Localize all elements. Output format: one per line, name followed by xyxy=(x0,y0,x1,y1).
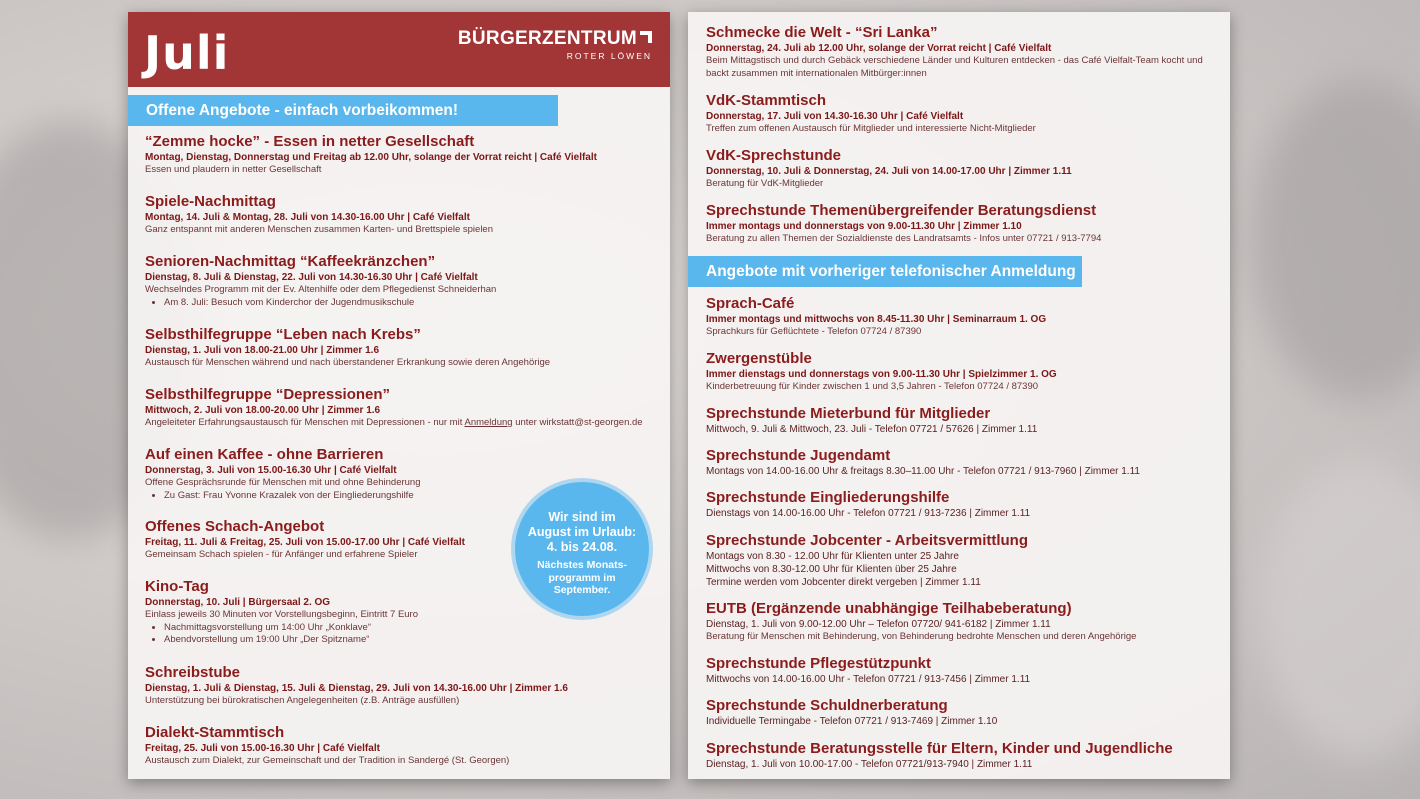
event-description: Angeleiteter Erfahrungsaustausch für Menschen mit Depressionen - nur mit Anmeldung unter wirkstatt@st-georgen.de xyxy=(145,417,643,428)
event-time: Dienstag, 1. Juli & Dienstag, 15. Juli & Dienstag, 29. Juli von 14.30-16.00 Uhr | Zimmer 1.6 xyxy=(145,683,568,694)
event-description: Beratung für VdK-Mitglieder xyxy=(706,178,824,189)
event-description: Beratung für Menschen mit Behinderung, von Behinderung bedrohte Menschen und deren Angehörige xyxy=(706,631,1137,642)
header-banner xyxy=(128,12,670,87)
event-entry xyxy=(145,664,665,708)
event-title: Sprach-Café xyxy=(706,295,795,312)
event-time: Donnerstag, 3. Juli von 15.00-16.30 Uhr | Café Vielfalt xyxy=(145,465,397,476)
badge-line: Nächstes Monats- xyxy=(537,559,627,571)
event-entry xyxy=(145,724,665,768)
event-time: Immer montags und mittwochs von 8.45-11.30 Uhr | Seminarraum 1. OG xyxy=(706,314,1047,325)
event-time: Montags von 8.30 - 12.00 Uhr für Klienten unter 25 Jahre xyxy=(706,551,959,562)
right-page xyxy=(688,12,1230,779)
event-time: Termine werden vom Jobcenter direkt vergeben | Zimmer 1.11 xyxy=(706,577,981,588)
event-time: Freitag, 11. Juli & Freitag, 25. Juli von 15.00-17.00 Uhr | Café Vielfalt xyxy=(145,537,465,548)
event-entry xyxy=(706,202,1226,246)
event-title: Auf einen Kaffee - ohne Barrieren xyxy=(145,446,384,463)
event-description: Sprachkurs für Geflüchtete - Telefon 07724 / 87390 xyxy=(706,326,922,337)
bullet-item: • Zu Gast: Frau Yvonne Krazalek von der Eingliederungshilfe xyxy=(164,490,665,503)
event-time: Donnerstag, 10. Juli & Donnerstag, 24. Juli von 14.00-17.00 Uhr | Zimmer 1.11 xyxy=(706,166,1072,177)
section-bar-open-offers: Offene Angebote - einfach vorbeikommen! xyxy=(128,95,558,126)
event-title: Spiele-Nachmittag xyxy=(145,193,276,210)
event-time: Dienstag, 8. Juli & Dienstag, 22. Juli von 14.30-16.30 Uhr | Café Vielfalt xyxy=(145,272,478,283)
event-description: Unterstützung bei bürokratischen Angelegenheiten (z.B. Anträge ausfüllen) xyxy=(145,695,460,706)
event-entry xyxy=(706,447,1226,478)
left-page xyxy=(128,12,670,779)
bullet-item: • Nachmittagsvorstellung um 14:00 Uhr „Konklave“ xyxy=(164,622,665,635)
badge-line: September. xyxy=(553,584,611,596)
event-title: Sprechstunde Pflegestützpunkt xyxy=(706,655,932,672)
event-description: Beim Mittagstisch und durch Gebäck verschiedene Länder und Kulturen entdecken - das Café Vielfalt-Team kocht und xyxy=(706,55,1203,66)
event-title: VdK-Stammtisch xyxy=(706,92,827,109)
event-description: Austausch für Menschen während und nach überstandener Erkrankung sowie deren Angehörige xyxy=(145,357,551,368)
event-description: Ganz entspannt mit anderen Menschen zusammen Karten- und Brettspiele spielen xyxy=(145,224,494,235)
event-time: Freitag, 25. Juli von 15.00-16.30 Uhr | Café Vielfalt xyxy=(145,743,380,754)
badge-line: 4. bis 24.08. xyxy=(546,540,618,554)
event-time: Immer montags und donnerstags von 9.00-11.30 Uhr | Zimmer 1.10 xyxy=(706,221,1022,232)
vacation-badge xyxy=(515,482,649,616)
event-entry xyxy=(706,295,1226,339)
event-entry xyxy=(706,600,1226,644)
event-time: Individuelle Termingabe - Telefon 07721 / 913-7469 | Zimmer 1.10 xyxy=(706,716,998,727)
event-description: Essen und plaudern in netter Gesellschaft xyxy=(145,164,322,175)
event-title: Selbsthilfegruppe “Depressionen” xyxy=(145,386,391,403)
event-entry xyxy=(706,697,1226,728)
background-shape xyxy=(1260,460,1420,760)
event-time: Montag, 14. Juli & Montag, 28. Juli von 14.30-16.00 Uhr | Café Vielfalt xyxy=(145,212,470,223)
event-entry xyxy=(706,532,1226,589)
event-title: EUTB (Ergänzende unabhängige Teilhabeberatung) xyxy=(706,600,1072,617)
event-description: Wechselndes Programm mit der Ev. Altenhilfe oder dem Pflegedienst Schneiderhan xyxy=(145,284,497,295)
event-entry xyxy=(706,147,1226,191)
event-description: Gemeinsam Schach spielen - für Anfänger und erfahrene Spieler xyxy=(145,549,418,560)
event-entry xyxy=(706,489,1226,520)
event-bullets xyxy=(145,297,665,310)
event-time: Dienstag, 1. Juli von 18.00-21.00 Uhr | Zimmer 1.6 xyxy=(145,345,380,356)
badge-line: August im Urlaub: xyxy=(527,525,637,539)
event-time: Donnerstag, 10. Juli | Bürgersaal 2. OG xyxy=(145,597,331,608)
event-bullets xyxy=(145,622,665,647)
event-title: Sprechstunde Schuldnerberatung xyxy=(706,697,948,714)
event-time: Dienstags von 14.00-16.00 Uhr - Telefon 07721 / 913-7236 | Zimmer 1.11 xyxy=(706,508,1031,519)
event-entry xyxy=(706,405,1226,436)
event-time: Mittwoch, 2. Juli von 18.00-20.00 Uhr | Zimmer 1.6 xyxy=(145,405,381,416)
event-description: Kinderbetreuung für Kinder zwischen 1 und 3,5 Jahren - Telefon 07724 / 87390 xyxy=(706,381,1039,392)
event-time: Montags von 14.00-16.00 Uhr & freitags 8.30–11.00 Uhr - Telefon 07721 / 913-7960 | Zimmer 1.11 xyxy=(706,466,1140,477)
event-time: Dienstag, 1. Juli von 9.00-12.00 Uhr – Telefon 07720/ 941-6182 | Zimmer 1.11 xyxy=(706,619,1051,630)
registration-link[interactable]: Anmeldung xyxy=(464,417,513,428)
event-title: Selbsthilfegruppe “Leben nach Krebs” xyxy=(145,326,421,343)
event-title: Sprechstunde Eingliederungshilfe xyxy=(706,489,950,506)
event-title: VdK-Sprechstunde xyxy=(706,147,842,164)
event-entry xyxy=(706,350,1226,394)
event-title: “Zemme hocke” - Essen in netter Gesellschaft xyxy=(145,133,475,150)
background-shape xyxy=(1250,80,1420,400)
brand-subtitle: ROTER LÖWEN xyxy=(566,51,652,61)
event-title: Sprechstunde Mieterbund für Mitglieder xyxy=(706,405,991,422)
brand-mark-icon xyxy=(640,31,652,43)
event-time: Mittwochs von 14.00-16.00 Uhr - Telefon 07721 / 913-7456 | Zimmer 1.11 xyxy=(706,674,1031,685)
event-description: Offene Gesprächsrunde für Menschen mit und ohne Behinderung xyxy=(145,477,421,488)
event-description: Beratung zu allen Themen der Sozialdienste des Landratsamts - Infos unter 07721 / 913-7794 xyxy=(706,233,1102,244)
event-title: Sprechstunde Jobcenter - Arbeitsvermittlung xyxy=(706,532,1029,549)
badge-line: programm im xyxy=(548,571,616,584)
event-time: Mittwoch, 9. Juli & Mittwoch, 23. Juli - Telefon 07721 / 57626 | Zimmer 1.11 xyxy=(706,424,1038,435)
section-bar-phone-registration: Angebote mit vorheriger telefonischer Anmeldung xyxy=(688,256,1082,287)
event-title: Schmecke die Welt - “Sri Lanka” xyxy=(706,24,938,41)
event-title: Zwergenstüble xyxy=(706,350,812,367)
bullet-item: • Am 8. Juli: Besuch vom Kinderchor der Jugendmusikschule xyxy=(164,297,665,310)
event-time: Mittwochs von 8.30-12.00 Uhr für Klienten über 25 Jahre xyxy=(706,564,957,575)
event-title: Senioren-Nachmittag “Kaffeekränzchen” xyxy=(145,253,436,270)
event-title: Schreibstube xyxy=(145,664,241,681)
event-title: Sprechstunde Beratungsstelle für Eltern, Kinder und Jugendliche xyxy=(706,740,1173,757)
bullet-item: • Abendvorstellung um 19:00 Uhr „Der Spitzname“ xyxy=(164,634,665,647)
event-entry xyxy=(706,92,1226,136)
event-entry xyxy=(145,193,665,237)
event-description: Einlass jeweils 30 Minuten vor Vorstellungsbeginn, Eintritt 7 Euro xyxy=(145,609,419,620)
event-time: Immer dienstags und donnerstags von 9.00-11.30 Uhr | Spielzimmer 1. OG xyxy=(706,369,1057,380)
event-entry xyxy=(145,253,665,309)
brand-logo xyxy=(458,28,652,61)
event-title: Kino-Tag xyxy=(145,578,209,595)
event-description: Treffen zum offenen Austausch für Mitglieder und interessierte Nicht-Mitglieder xyxy=(706,123,1036,134)
event-time: Dienstag, 1. Juli von 10.00-17.00 - Telefon 07721/913-7940 | Zimmer 1.11 xyxy=(706,759,1033,770)
event-title: Sprechstunde Jugendamt xyxy=(706,447,891,464)
event-entry xyxy=(145,133,665,177)
event-entry xyxy=(706,740,1226,771)
badge-line: Wir sind im xyxy=(548,510,616,524)
month-title: Juli xyxy=(144,26,230,80)
event-time: Montag, Dienstag, Donnerstag und Freitag ab 12.00 Uhr, solange der Vorrat reicht | Café Vielfalt xyxy=(145,152,597,163)
event-title: Dialekt-Stammtisch xyxy=(145,724,285,741)
event-entry xyxy=(706,655,1226,686)
event-description: backt zusammen mit internationalen Mitbürger:innen xyxy=(706,67,927,79)
event-title: Sprechstunde Themenübergreifender Beratungsdienst xyxy=(706,202,1097,219)
event-entry xyxy=(706,24,1226,80)
brand-name: BÜRGERZENTRUM xyxy=(457,28,637,49)
event-description: Austausch zum Dialekt, zur Gemeinschaft und der Tradition in Sandergé (St. Georgen) xyxy=(145,755,510,766)
event-time: Donnerstag, 17. Juli von 14.30-16.30 Uhr | Café Vielfalt xyxy=(706,111,964,122)
event-entry xyxy=(145,386,665,430)
event-title: Offenes Schach-Angebot xyxy=(145,518,325,535)
event-entry xyxy=(145,326,665,370)
event-time: Donnerstag, 24. Juli ab 12.00 Uhr, solange der Vorrat reicht | Café Vielfalt xyxy=(706,43,1052,54)
